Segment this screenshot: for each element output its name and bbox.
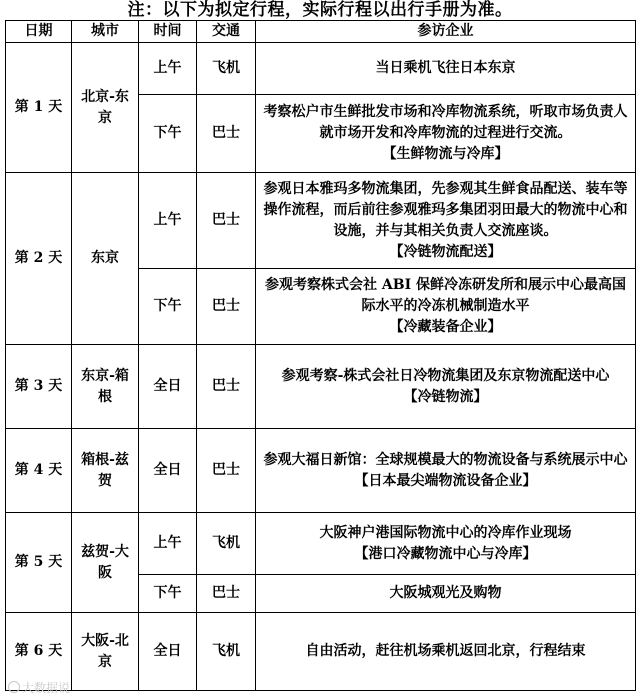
visit-description: 大阪城观光及购物 [389, 585, 502, 601]
visit-cell [256, 95, 636, 173]
visit-description: 参观考察株式会社 ABI 保鲜冷冻研发所和展示中心最高国际水平的冷冻机械制造水平 [265, 277, 626, 314]
transport-cell: 巴士 [197, 345, 256, 429]
table-row [6, 613, 636, 691]
visit-cell [256, 269, 636, 345]
day-cell: 第 6 天 [6, 613, 72, 691]
visit-description: 参观大福日新馆：全球规模最大的物流设备与系统展示中心 [263, 451, 628, 468]
visit-category: 【生鲜物流与冷库】 [382, 146, 509, 162]
visit-cell [256, 43, 636, 95]
transport-cell: 飞机 [197, 43, 256, 95]
city-cell: 兹贺-大阪 [72, 513, 139, 613]
visit-cell [256, 345, 636, 429]
visit-description: 参观考察-株式会社日冷物流集团及东京物流配送中心 [281, 367, 610, 384]
day-cell: 第 5 天 [6, 513, 72, 613]
table-row [6, 43, 636, 95]
day-cell: 第 4 天 [6, 429, 72, 513]
visit-cell [256, 173, 636, 269]
time-cell: 下午 [139, 575, 197, 613]
itinerary-table [5, 20, 636, 691]
visit-category: 【港口冷藏物流中心与冷库】 [354, 545, 537, 562]
transport-cell: 飞机 [197, 613, 256, 691]
table-row [6, 513, 636, 575]
city-cell: 箱根-兹贺 [72, 429, 139, 513]
table-row [6, 173, 636, 269]
transport-cell: 巴士 [197, 575, 256, 613]
visit-description: 考察松户市生鲜批发市场和冷库物流系统，听取市场负责人就市场开发和冷库物流的过程进行交流。 [263, 104, 628, 141]
header-city: 城市 [72, 21, 139, 43]
day-cell: 第 3 天 [6, 345, 72, 429]
time-cell: 全日 [139, 345, 197, 429]
time-cell: 上午 [139, 173, 197, 269]
header-transport: 交通 [197, 21, 256, 43]
transport-cell: 巴士 [197, 173, 256, 269]
table-row [6, 429, 636, 513]
header-day: 日期 [6, 21, 72, 43]
city-cell: 大阪-北京 [72, 613, 139, 691]
table-header-row [6, 21, 636, 43]
city-cell: 北京-东京 [72, 43, 139, 173]
time-cell: 下午 [139, 269, 197, 345]
visit-description: 自由活动，赶往机场乘机返回北京，行程结束 [305, 643, 586, 659]
visit-description: 参观日本雅玛多物流集团，先参观其生鲜食品配送、装车等操作流程，而后前往参观雅玛多集团羽田最大的物流中心和设施，并与其相关负责人交流座谈。 [263, 180, 628, 239]
time-cell: 全日 [139, 429, 197, 513]
visit-category: 【冷链物流配送】 [389, 243, 502, 260]
visit-cell [256, 575, 636, 613]
transport-cell: 飞机 [197, 513, 256, 575]
visit-cell [256, 429, 636, 513]
watermark [8, 679, 70, 696]
transport-cell: 巴士 [197, 95, 256, 173]
table-row [6, 345, 636, 429]
city-cell: 东京 [72, 173, 139, 345]
watermark-text: 大数据说 [22, 681, 71, 695]
header-visit: 参访企业 [256, 21, 636, 43]
time-cell: 上午 [139, 513, 197, 575]
visit-category: 【冷链物流】 [403, 388, 488, 405]
time-cell: 上午 [139, 43, 197, 95]
visit-description: 大阪神户港国际物流中心的冷库作业现场 [319, 524, 572, 541]
visit-category: 【日本最尖端物流设备企业】 [354, 472, 537, 489]
visit-cell [256, 613, 636, 691]
visit-category: 【冷藏装备企业】 [389, 319, 502, 335]
watermark-logo-icon [8, 681, 20, 693]
transport-cell: 巴士 [197, 269, 256, 345]
header-time: 时间 [139, 21, 197, 43]
time-cell: 下午 [139, 95, 197, 173]
transport-cell: 巴士 [197, 429, 256, 513]
day-cell: 第 1 天 [6, 43, 72, 173]
time-cell: 全日 [139, 613, 197, 691]
visit-cell [256, 513, 636, 575]
city-cell: 东京-箱根 [72, 345, 139, 429]
itinerary-note: 注：以下为拟定行程，实际行程以出行手册为准。 [127, 0, 513, 20]
visit-description: 当日乘机飞往日本东京 [375, 60, 516, 76]
day-cell: 第 2 天 [6, 173, 72, 345]
